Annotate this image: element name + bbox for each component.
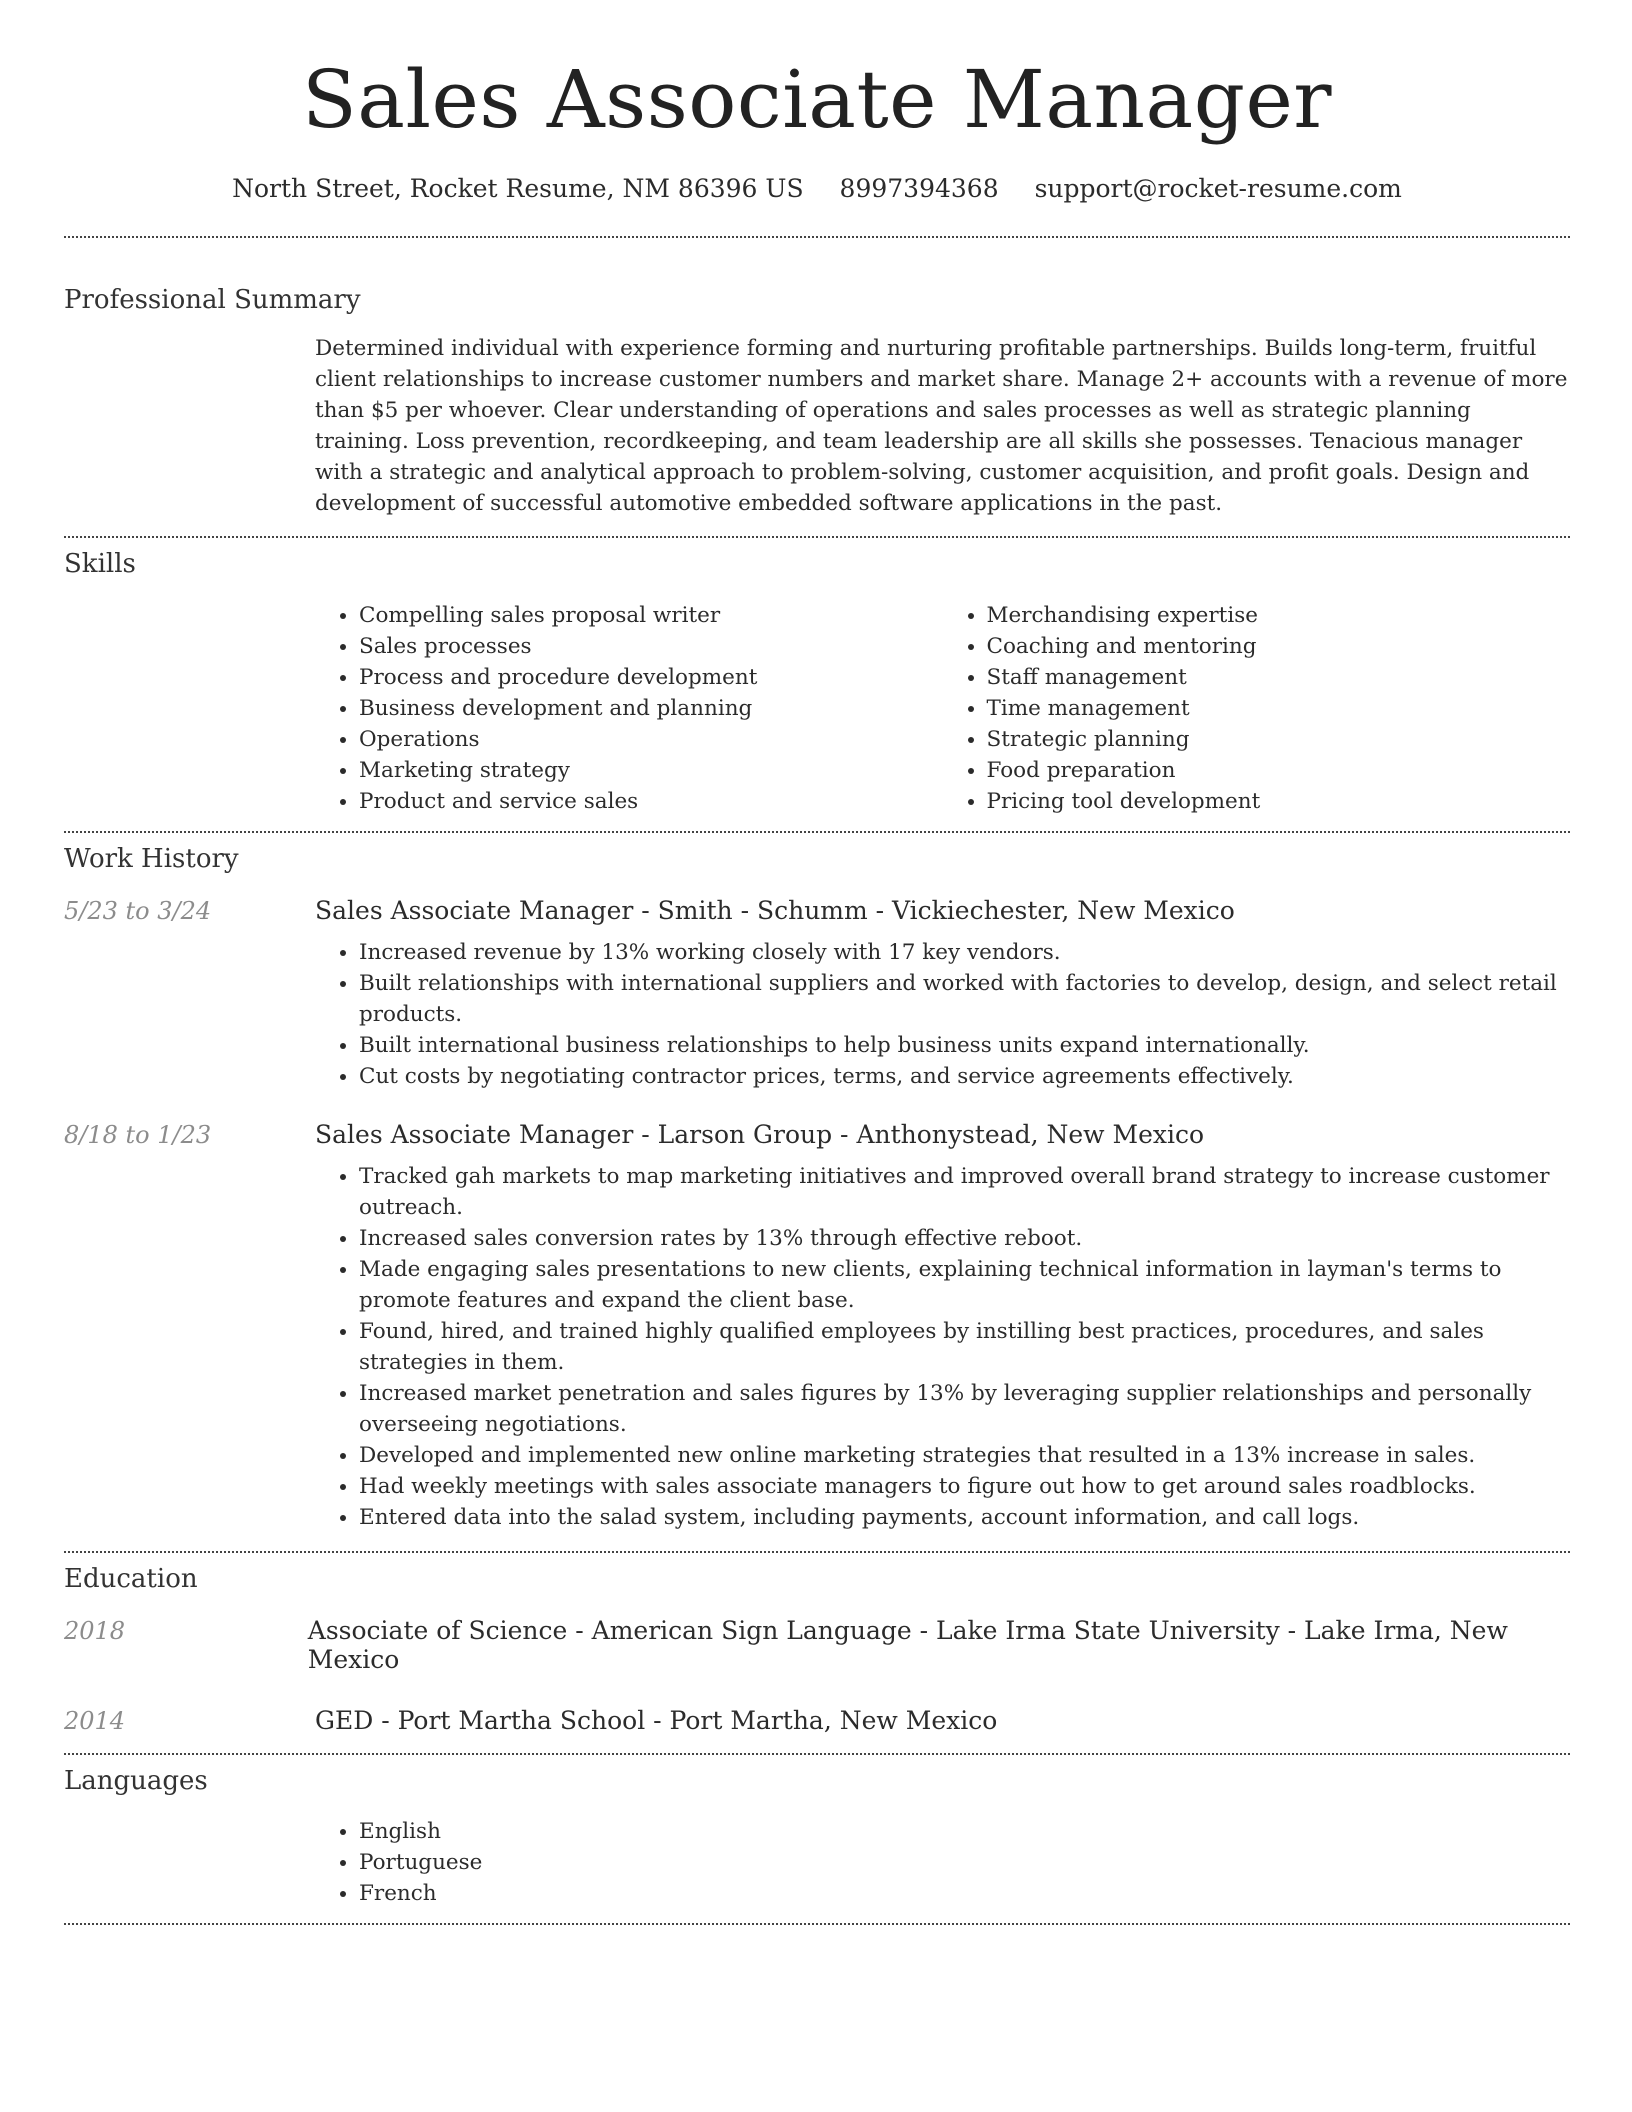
job-bullet: • Found, hired, and trained highly qualified employees by instilling best practices, procedures, and sales strategies in them.: [359, 1316, 1570, 1378]
skill-item: • Business development and planning: [359, 693, 943, 724]
language-item: • English: [359, 1816, 1570, 1847]
skill-item: • Time management: [987, 693, 1571, 724]
education-section: [64, 1562, 1570, 1735]
divider: [64, 1753, 1570, 1755]
job-bullet: • Built international business relationships to help business units expand internationally.: [359, 1030, 1570, 1061]
skills-section: [64, 547, 1570, 817]
skill-item: • Operations: [359, 724, 943, 755]
divider: [64, 1551, 1570, 1553]
skill-item: • Compelling sales proposal writer: [359, 600, 943, 631]
job-bullet: • Made engaging sales presentations to new clients, explaining technical information in layman's terms to promote features and expand the client base.: [359, 1254, 1570, 1316]
education-title: Education: [64, 1564, 198, 1594]
candidate-name: Sales Associate Manager: [301, 53, 1333, 146]
job-bullet: • Had weekly meetings with sales associate managers to figure out how to get around sales roadblocks.: [359, 1471, 1570, 1502]
skill-item: • Sales processes: [359, 631, 943, 662]
education-year: 2014: [64, 1707, 126, 1735]
job-bullet: • Increased sales conversion rates by 13% through effective reboot.: [359, 1223, 1570, 1254]
job-bullet: • Developed and implemented new online marketing strategies that resulted in a 13% increase in sales.: [359, 1440, 1570, 1471]
skill-item: • Process and procedure development: [359, 662, 943, 693]
skills-title: Skills: [64, 549, 136, 579]
education-text: GED - Port Martha School - Port Martha, New Mexico: [315, 1706, 998, 1735]
job-bullet: • Increased market penetration and sales figures by 13% by leveraging supplier relationships and personally overseeing negotiations.: [359, 1378, 1570, 1440]
job-entry: [64, 1120, 1570, 1533]
language-item: • Portuguese: [359, 1847, 1570, 1878]
divider: [64, 831, 1570, 833]
skills-list-left: [315, 600, 943, 817]
job-entry: [64, 896, 1570, 1092]
divider: [64, 236, 1570, 238]
education-entry: [64, 1706, 1570, 1735]
work-section: [64, 842, 1570, 1533]
divider: [64, 1923, 1570, 1925]
languages-section: [64, 1764, 1570, 1909]
education-year: 2018: [64, 1617, 126, 1645]
job-dates: 5/23 to 3/24: [64, 897, 212, 925]
skill-item: • Marketing strategy: [359, 755, 943, 786]
job-bullet: • Increased revenue by 13% working closely with 17 key vendors.: [359, 937, 1570, 968]
skill-item: • Product and service sales: [359, 786, 943, 817]
job-bullet: • Entered data into the salad system, including payments, account information, and call logs.: [359, 1502, 1570, 1533]
job-bullets: [315, 1161, 1570, 1533]
language-item: • French: [359, 1878, 1570, 1909]
education-entry: [64, 1616, 1570, 1674]
skill-item: • Pricing tool development: [987, 786, 1571, 817]
summary-title: Professional Summary: [64, 285, 361, 315]
job-heading: Sales Associate Manager - Larson Group - Anthonystead, New Mexico: [315, 1120, 1205, 1149]
contact-email: support@rocket-resume.com: [1034, 174, 1402, 203]
skill-item: • Coaching and mentoring: [987, 631, 1571, 662]
skill-item: • Merchandising expertise: [987, 600, 1571, 631]
work-title: Work History: [64, 844, 239, 874]
skill-item: • Strategic planning: [987, 724, 1571, 755]
contact-phone: 8997394368: [839, 174, 999, 203]
education-text: Associate of Science - American Sign Language - Lake Irma State University - Lake Irma, New Mexico: [307, 1616, 1508, 1674]
skill-item: • Staff management: [987, 662, 1571, 693]
divider: [64, 536, 1570, 538]
skill-item: • Food preparation: [987, 755, 1571, 786]
skills-list-right: [943, 600, 1571, 817]
job-dates: 8/18 to 1/23: [64, 1121, 212, 1149]
contact-line: [64, 172, 1570, 206]
job-heading: Sales Associate Manager - Smith - Schumm - Vickiechester, New Mexico: [315, 896, 1235, 925]
languages-title: Languages: [64, 1766, 208, 1796]
summary-section: [64, 283, 1570, 519]
job-bullets: [315, 937, 1570, 1092]
languages-list: [315, 1816, 1570, 1909]
job-bullet: • Cut costs by negotiating contractor prices, terms, and service agreements effectively.: [359, 1061, 1570, 1092]
job-bullet: • Built relationships with international suppliers and worked with factories to develop, design, and select retail products.: [359, 968, 1570, 1030]
job-bullet: • Tracked gah markets to map marketing initiatives and improved overall brand strategy to increase customer outreach.: [359, 1161, 1570, 1223]
resume-page: [64, 0, 1570, 1925]
summary-text: Determined individual with experience forming and nurturing profitable partnerships. Builds long-term, fruitful client relationships to increase customer numbers and market share. Manage 2+ accounts with a revenue of more than $5 per whoever. Clear understanding of operations and sales processes as well as strategic planning training. Loss prevention, recordkeeping, and team leadership are all skills she possesses. Tenacious manager with a strategic and analytical approach to problem-solving, customer acquisition, and profit goals. Design and development of successful automotive embedded software applications in the past.: [315, 336, 1568, 516]
contact-address: North Street, Rocket Resume, NM 86396 US: [232, 174, 804, 203]
